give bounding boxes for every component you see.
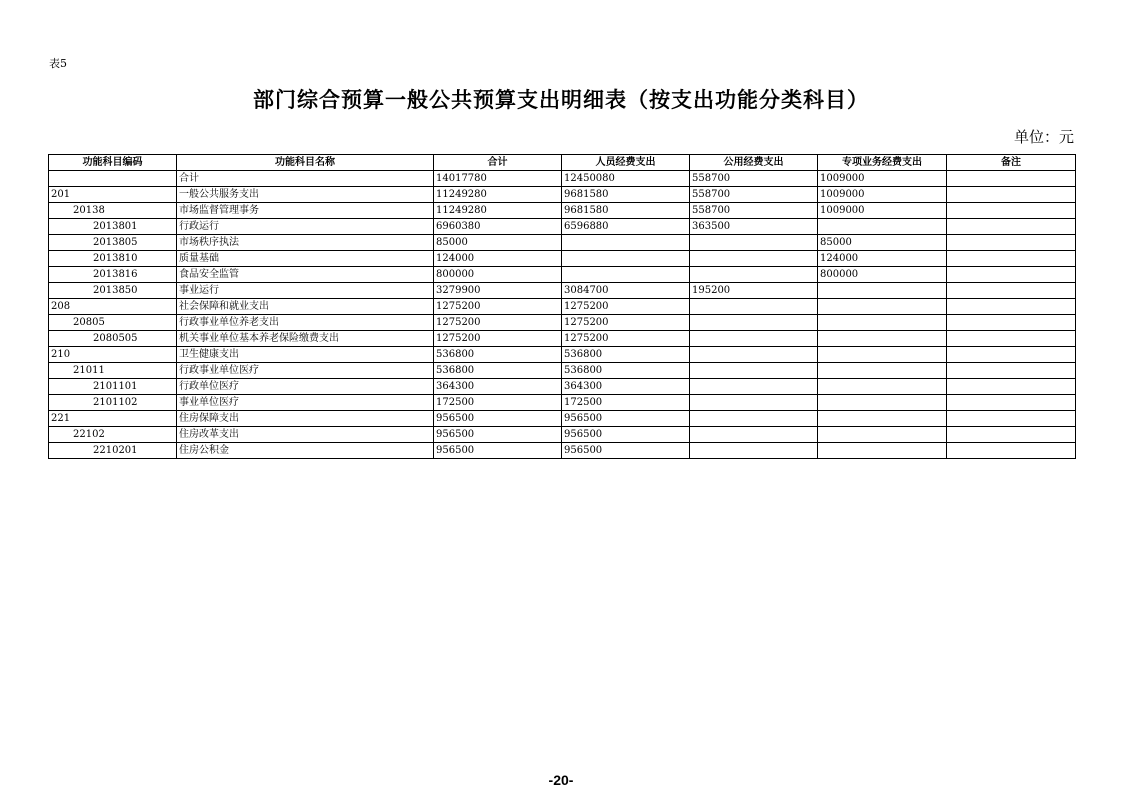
cell-name: 食品安全监管	[177, 267, 434, 283]
cell-personnel: 956500	[562, 427, 690, 443]
cell-public	[690, 235, 818, 251]
cell-code: 2013850	[49, 283, 177, 299]
cell-code: 2013801	[49, 219, 177, 235]
cell-total: 11249280	[434, 187, 562, 203]
cell-note	[947, 171, 1076, 187]
table-row	[49, 395, 1076, 411]
cell-total: 124000	[434, 251, 562, 267]
cell-total: 11249280	[434, 203, 562, 219]
cell-note	[947, 267, 1076, 283]
cell-special: 1009000	[818, 203, 947, 219]
cell-personnel: 956500	[562, 411, 690, 427]
cell-special	[818, 427, 947, 443]
cell-personnel: 956500	[562, 443, 690, 459]
cell-total: 3279900	[434, 283, 562, 299]
unit-label: 单位：元	[1013, 128, 1074, 146]
cell-personnel: 6596880	[562, 219, 690, 235]
cell-total: 1275200	[434, 331, 562, 347]
table-row	[49, 251, 1076, 267]
cell-code: 210	[49, 347, 177, 363]
cell-public: 363500	[690, 219, 818, 235]
cell-name: 卫生健康支出	[177, 347, 434, 363]
cell-name: 行政运行	[177, 219, 434, 235]
cell-special	[818, 379, 947, 395]
cell-total: 536800	[434, 363, 562, 379]
cell-special	[818, 219, 947, 235]
cell-note	[947, 283, 1076, 299]
table-body	[49, 171, 1076, 459]
cell-public	[690, 315, 818, 331]
header-personnel: 人员经费支出	[562, 155, 690, 171]
cell-public	[690, 363, 818, 379]
cell-name: 住房公积金	[177, 443, 434, 459]
cell-code: 2210201	[49, 443, 177, 459]
cell-note	[947, 411, 1076, 427]
cell-personnel: 3084700	[562, 283, 690, 299]
cell-note	[947, 331, 1076, 347]
cell-total: 85000	[434, 235, 562, 251]
cell-total: 172500	[434, 395, 562, 411]
cell-special	[818, 283, 947, 299]
cell-public	[690, 251, 818, 267]
cell-public	[690, 379, 818, 395]
cell-code: 22102	[49, 427, 177, 443]
page-title: 部门综合预算一般公共预算支出明细表（按支出功能分类科目）	[253, 88, 869, 112]
cell-personnel: 1275200	[562, 315, 690, 331]
cell-personnel: 536800	[562, 363, 690, 379]
cell-code: 221	[49, 411, 177, 427]
cell-code: 2013805	[49, 235, 177, 251]
header-total: 合计	[434, 155, 562, 171]
cell-personnel	[562, 251, 690, 267]
cell-note	[947, 427, 1076, 443]
cell-public	[690, 299, 818, 315]
cell-total: 956500	[434, 443, 562, 459]
cell-note	[947, 379, 1076, 395]
cell-name: 机关事业单位基本养老保险缴费支出	[177, 331, 434, 347]
cell-public	[690, 267, 818, 283]
cell-code: 2080505	[49, 331, 177, 347]
cell-name: 行政事业单位养老支出	[177, 315, 434, 331]
table-row	[49, 219, 1076, 235]
table-row	[49, 171, 1076, 187]
table-row	[49, 299, 1076, 315]
cell-name: 社会保障和就业支出	[177, 299, 434, 315]
table-row	[49, 267, 1076, 283]
cell-name: 行政单位医疗	[177, 379, 434, 395]
cell-personnel	[562, 267, 690, 283]
cell-total: 6960380	[434, 219, 562, 235]
cell-code: 20138	[49, 203, 177, 219]
cell-public	[690, 411, 818, 427]
cell-special	[818, 347, 947, 363]
cell-name: 事业运行	[177, 283, 434, 299]
cell-public: 558700	[690, 171, 818, 187]
cell-total: 800000	[434, 267, 562, 283]
cell-code: 2013816	[49, 267, 177, 283]
cell-total: 364300	[434, 379, 562, 395]
cell-note	[947, 363, 1076, 379]
cell-special	[818, 363, 947, 379]
cell-code: 2101102	[49, 395, 177, 411]
cell-public: 558700	[690, 187, 818, 203]
cell-public: 195200	[690, 283, 818, 299]
cell-special: 800000	[818, 267, 947, 283]
budget-table	[48, 154, 1076, 459]
table-header-row	[49, 155, 1076, 171]
table-row	[49, 347, 1076, 363]
cell-note	[947, 187, 1076, 203]
cell-name: 行政事业单位医疗	[177, 363, 434, 379]
cell-total: 956500	[434, 411, 562, 427]
cell-personnel	[562, 235, 690, 251]
table-row	[49, 315, 1076, 331]
table-row	[49, 427, 1076, 443]
cell-name: 住房改革支出	[177, 427, 434, 443]
cell-name: 一般公共服务支出	[177, 187, 434, 203]
cell-note	[947, 203, 1076, 219]
cell-note	[947, 315, 1076, 331]
page-number: -20-	[548, 772, 574, 788]
cell-public	[690, 395, 818, 411]
cell-special: 1009000	[818, 171, 947, 187]
cell-code: 208	[49, 299, 177, 315]
header-special: 专项业务经费支出	[818, 155, 947, 171]
cell-note	[947, 395, 1076, 411]
cell-total: 1275200	[434, 299, 562, 315]
table-row	[49, 363, 1076, 379]
cell-public: 558700	[690, 203, 818, 219]
cell-code: 21011	[49, 363, 177, 379]
cell-name: 住房保障支出	[177, 411, 434, 427]
table-row	[49, 331, 1076, 347]
cell-personnel: 9681580	[562, 187, 690, 203]
cell-total: 536800	[434, 347, 562, 363]
cell-name: 市场监督管理事务	[177, 203, 434, 219]
cell-personnel: 1275200	[562, 331, 690, 347]
cell-code: 20805	[49, 315, 177, 331]
header-name: 功能科目名称	[177, 155, 434, 171]
table-row	[49, 203, 1076, 219]
table-number: 表5	[49, 57, 67, 70]
cell-personnel: 172500	[562, 395, 690, 411]
table-row	[49, 379, 1076, 395]
cell-public	[690, 331, 818, 347]
table-row	[49, 443, 1076, 459]
cell-public	[690, 347, 818, 363]
cell-name: 合计	[177, 171, 434, 187]
cell-personnel: 536800	[562, 347, 690, 363]
cell-special	[818, 411, 947, 427]
cell-special	[818, 331, 947, 347]
cell-special	[818, 395, 947, 411]
cell-special	[818, 443, 947, 459]
cell-personnel: 364300	[562, 379, 690, 395]
cell-total: 14017780	[434, 171, 562, 187]
header-code: 功能科目编码	[49, 155, 177, 171]
table-row	[49, 187, 1076, 203]
cell-personnel: 9681580	[562, 203, 690, 219]
cell-total: 1275200	[434, 315, 562, 331]
cell-special: 85000	[818, 235, 947, 251]
cell-name: 事业单位医疗	[177, 395, 434, 411]
cell-note	[947, 219, 1076, 235]
cell-name: 市场秩序执法	[177, 235, 434, 251]
cell-note	[947, 251, 1076, 267]
cell-code: 201	[49, 187, 177, 203]
cell-total: 956500	[434, 427, 562, 443]
cell-note	[947, 443, 1076, 459]
cell-code: 2013810	[49, 251, 177, 267]
table-row	[49, 235, 1076, 251]
cell-special: 1009000	[818, 187, 947, 203]
cell-personnel: 12450080	[562, 171, 690, 187]
table-row	[49, 411, 1076, 427]
cell-public	[690, 443, 818, 459]
cell-special	[818, 299, 947, 315]
table-row	[49, 283, 1076, 299]
cell-note	[947, 299, 1076, 315]
cell-special: 124000	[818, 251, 947, 267]
cell-special	[818, 315, 947, 331]
header-note: 备注	[947, 155, 1076, 171]
cell-public	[690, 427, 818, 443]
cell-personnel: 1275200	[562, 299, 690, 315]
cell-code: 2101101	[49, 379, 177, 395]
cell-code	[49, 171, 177, 187]
cell-note	[947, 235, 1076, 251]
cell-note	[947, 347, 1076, 363]
header-public: 公用经费支出	[690, 155, 818, 171]
cell-name: 质量基础	[177, 251, 434, 267]
